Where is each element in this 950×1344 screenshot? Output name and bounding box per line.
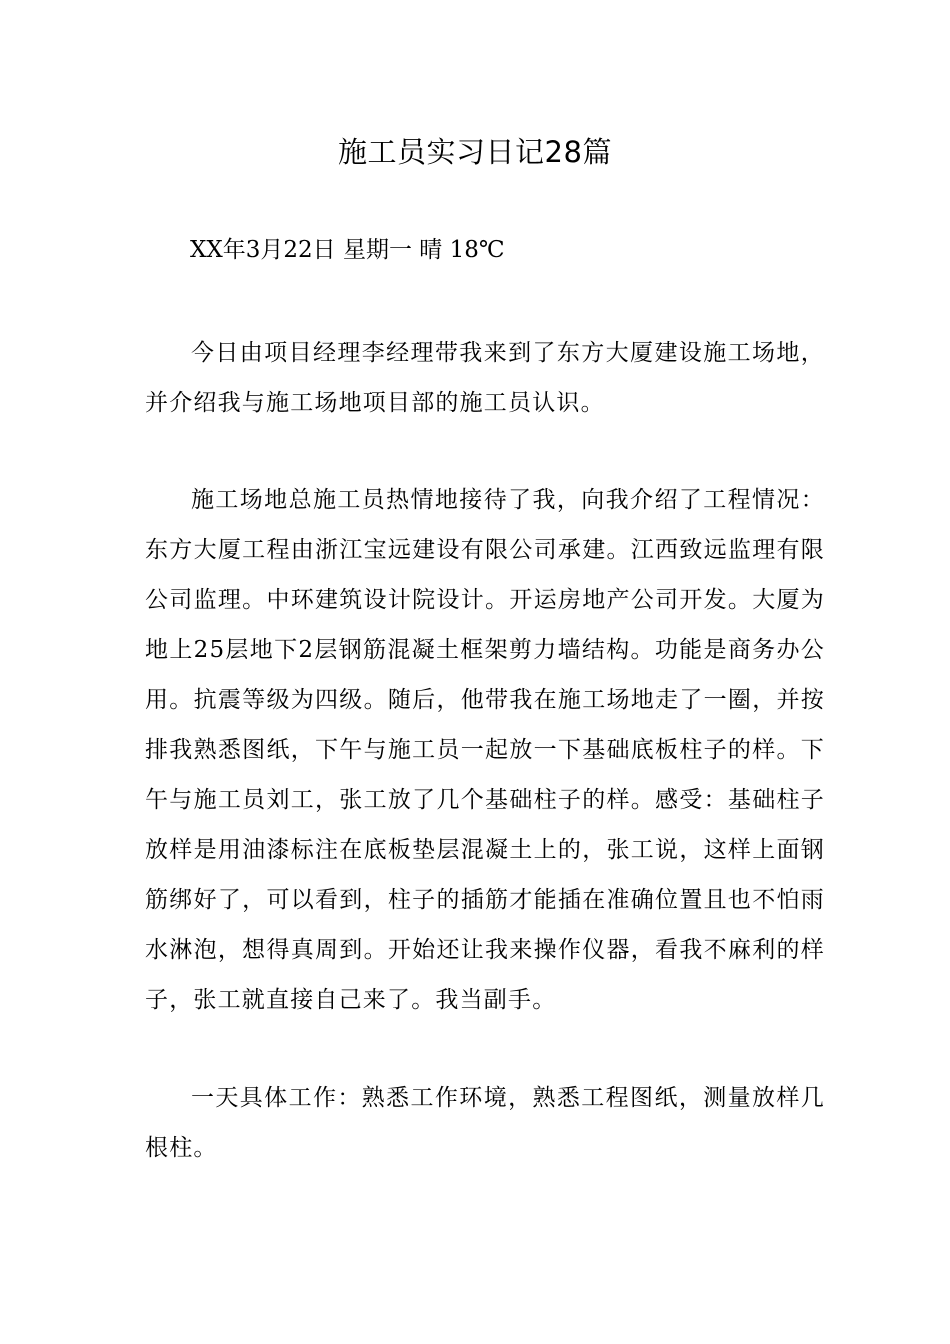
paragraph-intro: 今日由项目经理李经理带我来到了东方大厦建设施工场地，并介绍我与施工场地项目部的施工员认识。 (145, 340, 825, 416)
diary-date-line: XX年3月22日 星期一 晴 18℃ (190, 237, 505, 263)
document-title: 施工员实习日记28篇 (338, 135, 612, 169)
paragraph-daily-work: 一天具体工作：熟悉工作环境，熟悉工程图纸，测量放样几根柱。 (145, 1085, 825, 1161)
paragraph-project-details: 施工场地总施工员热情地接待了我，向我介绍了工程情况：东方大厦工程由浙江宝远建设有限公司承建。江西致远监理有限公司监理。中环建筑设计院设计。开运房地产公司开发。大厦为地上25层地下2层钢筋混凝土框架剪力墙结构。功能是商务办公用。抗震等级为四级。随后，他带我在施工场地走了一圈，并按排我熟悉图纸，下午与施工员一起放一下基础底板柱子的样。下午与施工员刘工，张工放了几个基础柱子的样。感受：基础柱子放样是用油漆标注在底板垫层混凝土上的，张工说，这样上面钢筋绑好了，可以看到，柱子的插筋才能插在准确位置且也不怕雨水淋泡，想得真周到。开始还让我来操作仪器，看我不麻利的样子，张工就直接自己来了。我当副手。 (145, 487, 825, 1013)
